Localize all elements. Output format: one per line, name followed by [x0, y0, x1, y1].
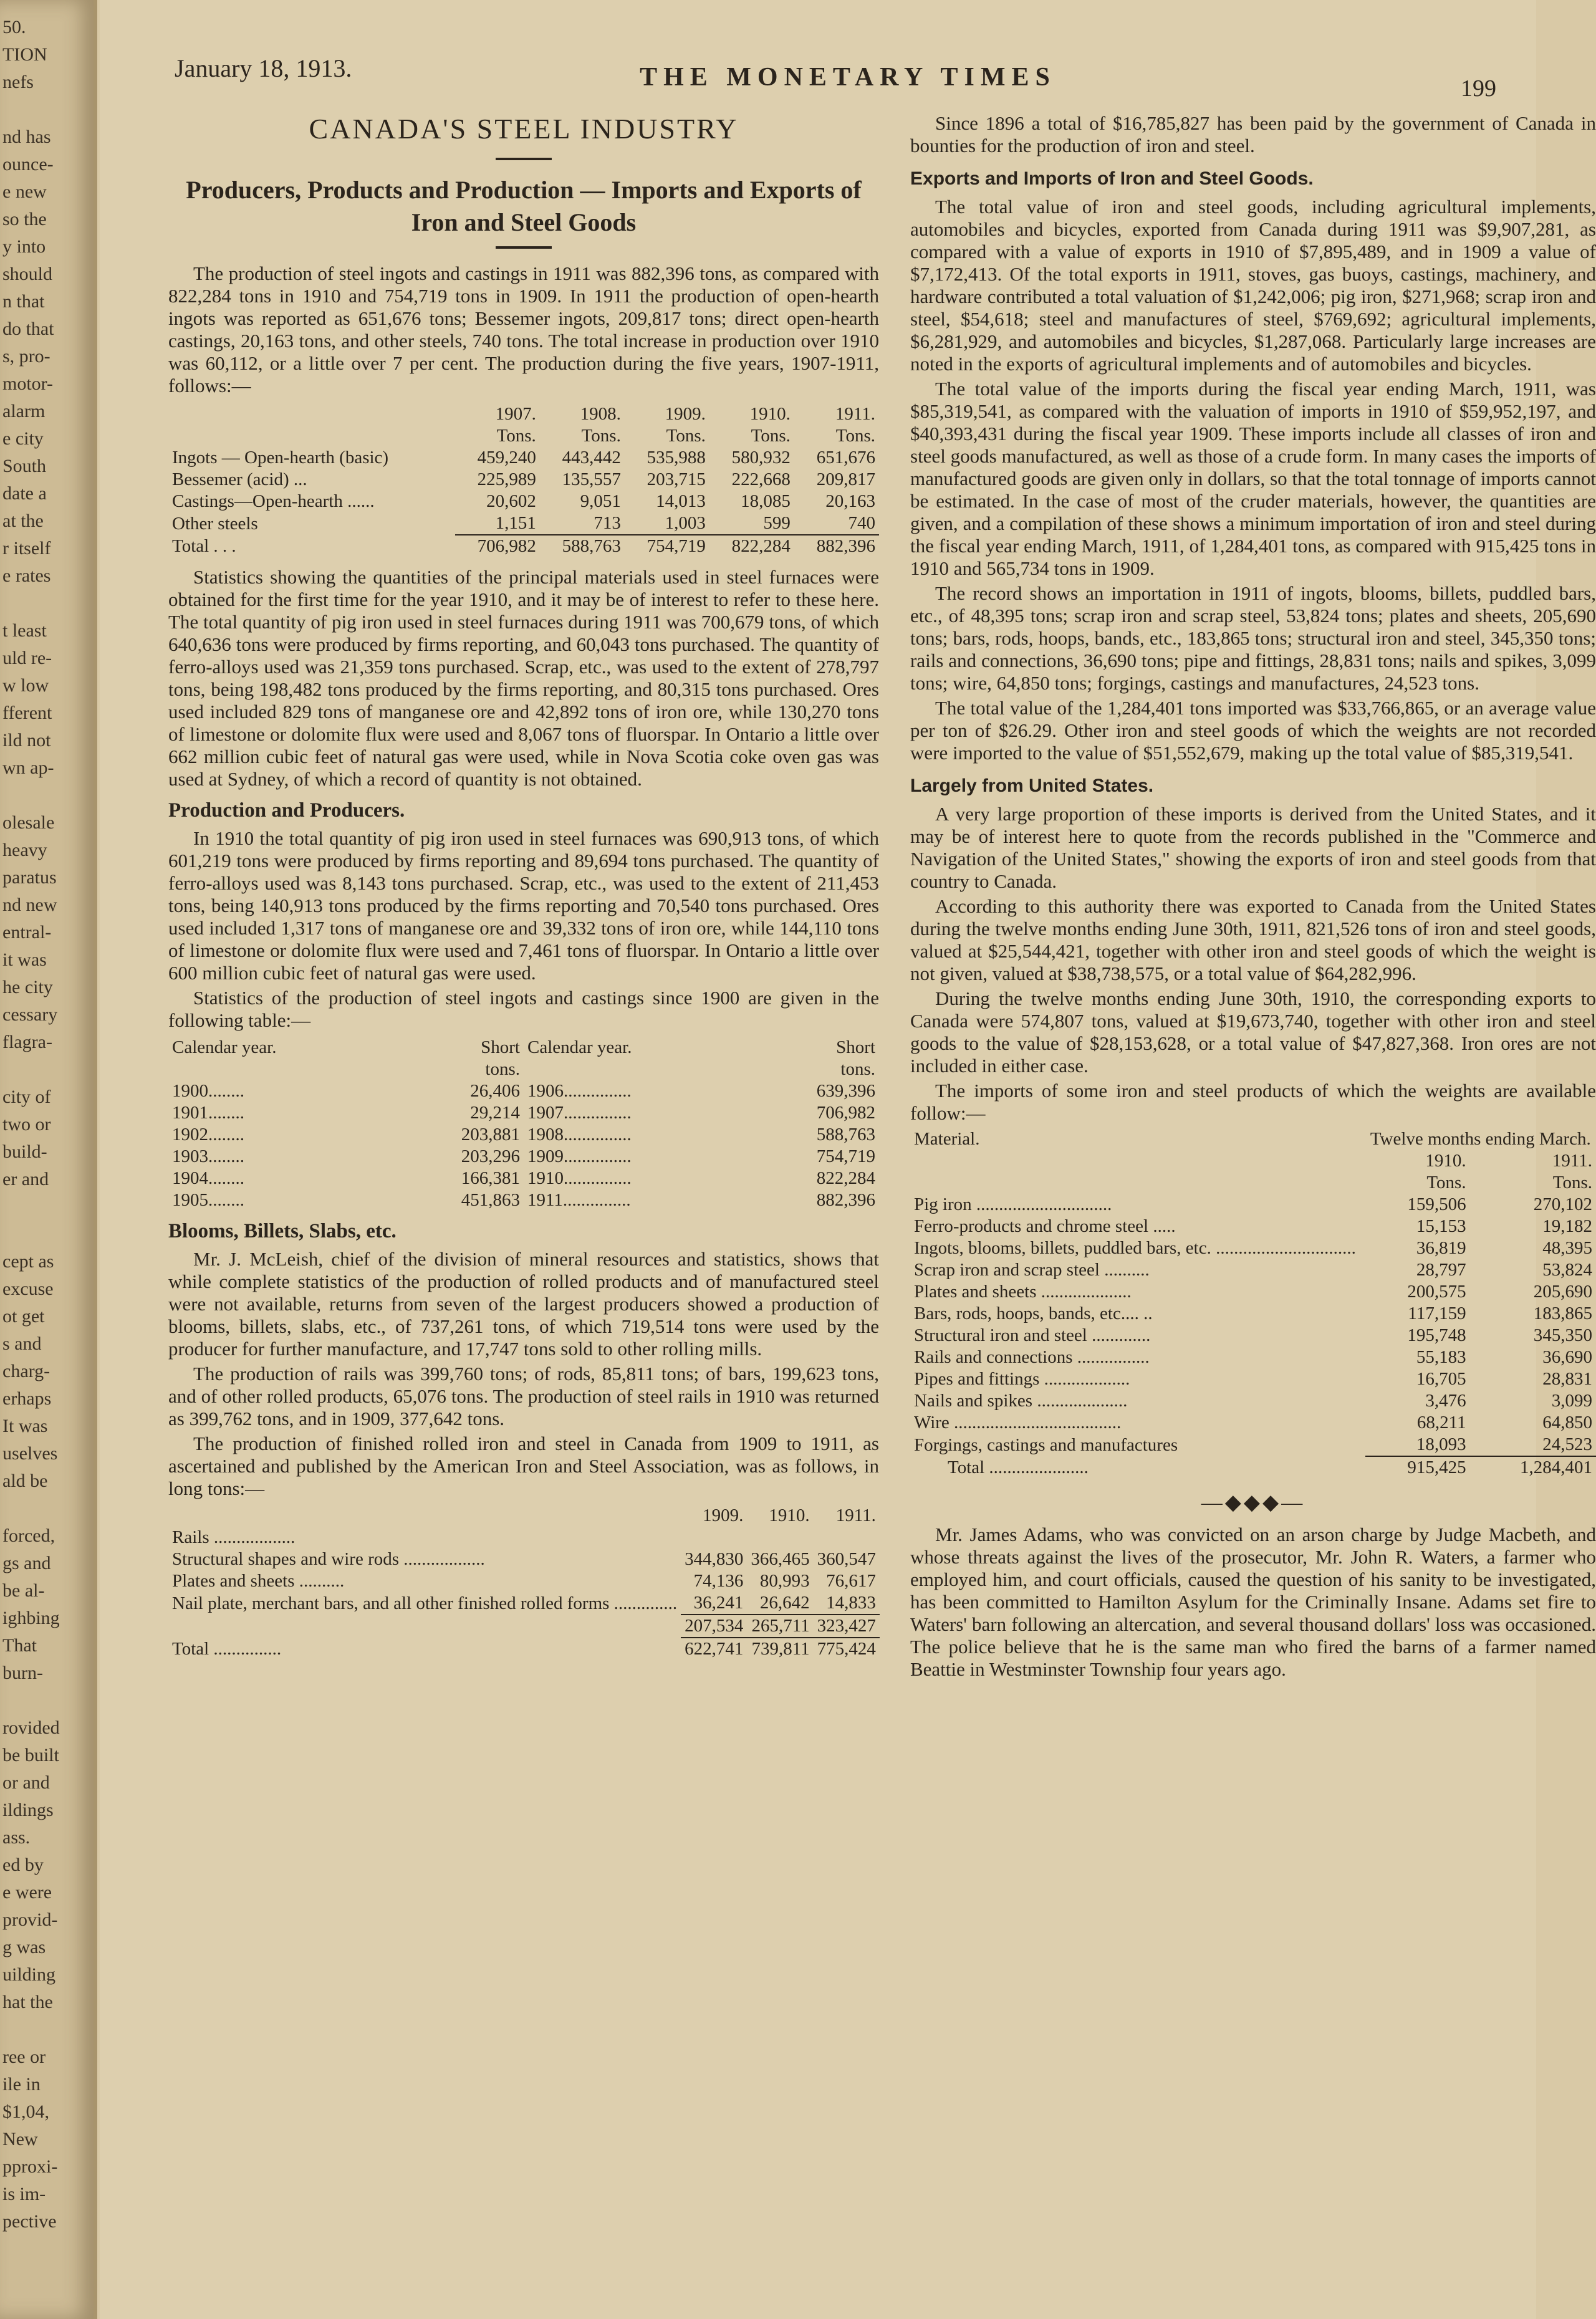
- facing-page-fragment: be built: [2, 1745, 59, 1765]
- facing-page-fragment: charg-: [2, 1361, 50, 1381]
- facing-page-fragment: ot get: [2, 1306, 45, 1327]
- facing-page-fragment: s and: [2, 1333, 42, 1354]
- unit-header: Tons.: [666, 426, 706, 446]
- facing-page-fragment: 50.: [2, 17, 26, 37]
- unit-header: Tons.: [751, 426, 791, 446]
- facing-page-fragment: it was: [2, 949, 47, 970]
- facing-page-fragment: cept as: [2, 1251, 54, 1272]
- facing-page-fragment: uld re-: [2, 648, 52, 668]
- section-heading: Production and Producers.: [168, 799, 405, 822]
- table-row: Castings—Open-hearth ...... 20,602 9,051 14,013 18,085 20,163: [172, 491, 875, 511]
- facing-page-fragment: motor-: [2, 373, 54, 394]
- facing-page-fragment: That: [2, 1635, 37, 1656]
- facing-page-fragment: [2, 1192, 90, 1222]
- table-row: Other steels 1,151 713 1,003 599 740: [172, 513, 875, 534]
- total-row: Total ............... 622,741 739,811 775,424: [168, 1638, 880, 1660]
- facing-page-fragment: entral-: [2, 922, 52, 943]
- production-table: [168, 403, 879, 557]
- table-row: Bars, rods, hoops, bands, etc.... .. 117,159 183,865: [914, 1304, 1592, 1323]
- facing-page-fragment: ounce-: [2, 154, 54, 175]
- year-header: 1911.: [835, 404, 875, 424]
- paragraph: The total value of iron and steel goods, including agricultural implements, automobiles and bicycles, exported from Canada during 1911 was $9,907,281, as compared with a value of exports in 1910 of $7,895,489, and in 1909 a value of $7,172,413. Of the total exports in 1911, stoves, gas buoys, castings, machinery, and hardware contributed a total valuation of $1,242,006; pig iron, $271,968; scrap iron and steel, $54,618; steel and manufactures of steel, $769,692; agricultural implements, $6,281,929, and automobiles and bicycles, $1,287,068. Particularly large increases are noted in the exports of agricultural implements and of automobiles and bicycles.: [910, 196, 1596, 375]
- section-heading: Largely from United States.: [910, 775, 1154, 796]
- facing-page-fragment: TION: [2, 44, 47, 65]
- facing-page-fragment: wn ap-: [2, 757, 54, 778]
- facing-page-fragment: It was: [2, 1416, 48, 1436]
- facing-page-fragment: burn-: [2, 1663, 43, 1683]
- table-row: Nail plate, merchant bars, and all other finished rolled forms .............. 36,241 26,642 14,833: [172, 1593, 876, 1613]
- table-row: Scrap iron and scrap steel .......... 28,797 53,824: [914, 1260, 1592, 1280]
- table-row: Structural iron and steel ............. 195,748 345,350: [914, 1325, 1592, 1345]
- rolled-products-table: 1909. 1910. 1911. Rails .................. Structural shapes and wire rods .................. 344,830 366,465 360,547 Plates and sheets .......... 74,136 80,993 76,617 Nail plate, merchant bars, and all other finished rolled forms .............. 36,241 26,642 14,833 207,534 265,711 323,427 Total ............... 622,741 739,811 775,424: [168, 1505, 880, 1660]
- facing-page-fragment: South: [2, 456, 47, 476]
- section-heading: Blooms, Billets, Slabs, etc.: [168, 1220, 397, 1242]
- table-row: Pipes and fittings ................... 16,705 28,831: [914, 1369, 1592, 1389]
- facing-page-fragment: heavy: [2, 840, 47, 860]
- section-ornament: —◆◆◆—: [1201, 1491, 1305, 1514]
- facing-page-fragment: New: [2, 2129, 38, 2149]
- facing-page-fragment: fferent: [2, 703, 52, 723]
- subtotal-row: 207,534 265,711 323,427: [168, 1615, 880, 1638]
- facing-page-fragment: nefs: [2, 72, 34, 92]
- total-row: Total ...................... 915,425 1,284,401: [910, 1456, 1596, 1479]
- paragraph: The total value of the imports during the fiscal year ending March, 1911, was $85,319,541, as compared with the valuation of imports in 1910 of $59,952,197, and $40,393,431 during the fiscal year 1909. These imports include all classes of iron and steel goods manufactured, as well as those of a crude form. In many cases the imports of manufactured goods are given only in dollars, so that the total tonnage of imports cannot be estimated. In the case of most of the cruder materials, however, the quantities are given, and a compilation of these shows a minimum importation of iron and steel during the fiscal year ending March, 1911, of 1,284,401 tons, as compared with 915,425 tons in 1910 and 565,734 tons in 1909.: [910, 378, 1596, 579]
- facing-page-fragment: r itself: [2, 538, 51, 559]
- table-row: 1905........ 451,863 1911............... 882,396: [172, 1190, 875, 1210]
- facing-page-fragment: erhaps: [2, 1388, 52, 1409]
- facing-page-strip: [0, 0, 97, 2319]
- imports-table: Material. Twelve months ending March. 1910. 1911. Tons. Tons. Pig iron .............................. 159,506 270,102 Ferro-products and chrome steel ..... 15,153 19,182 Ingots, blooms, billets, puddled bars, etc. ............................... 36,819 48,395 Scrap iron and scrap steel .......... 28,797 53,824 Plates and sheets .................... 200,575 205,690 Bars, rods, hoops, bands, etc.... .. 117,159 183,865 Structural iron and steel ............. 195,748 345,350 Rails and connections ................ 55,183 36,690 Pipes and fittings ................... 16,705 28,831 Nails and spikes .................... 3,476 3,099 Wire ..................................... 68,211 64,850 Forgings, castings and manufactures 18,093 24,523 Total ...................... 915,425 1,284,401: [910, 1128, 1596, 1479]
- year-header: 1908.: [580, 404, 621, 424]
- page-header: [175, 44, 1521, 100]
- facing-page-fragment: forced,: [2, 1525, 55, 1546]
- facing-page-fragment: [2, 1219, 90, 1249]
- facing-page-fragment: nd has: [2, 127, 51, 147]
- facing-page-fragment: excuse: [2, 1279, 54, 1299]
- facing-page-fragment: n that: [2, 291, 45, 312]
- table-row: Ferro-products and chrome steel ..... 15,153 19,182: [914, 1216, 1592, 1236]
- facing-page-fragment: two or: [2, 1114, 51, 1135]
- facing-page-fragment: is im-: [2, 2184, 46, 2204]
- table-row: Pig iron .............................. 159,506 270,102: [914, 1194, 1592, 1214]
- page-number: 199: [1461, 75, 1496, 102]
- table-row: 1903........ 203,296 1909............... 754,719: [172, 1146, 875, 1166]
- paragraph: The total value of the 1,284,401 tons imported was $33,766,865, or an average value per ton of $26.29. Other iron and steel goods of which the weights are not recorded were imported to the value of $51,552,679, making up the total value of $85,319,541.: [910, 697, 1596, 764]
- facing-page-fragment: nd new: [2, 895, 57, 915]
- paragraph: Since 1896 a total of $16,785,827 has been paid by the government of Canada in bounties for the production of iron and steel.: [910, 112, 1596, 156]
- facing-page-fragment: ighbing: [2, 1608, 60, 1628]
- paragraph: In 1910 the total quantity of pig iron used in steel furnaces was 690,913 tons, of which 601,219 tons were produced by firms reporting and 89,694 tons purchased. The quantity of ferro-alloys used was 8,143 tons purchased. Scrap, etc., was used to the extent of 211,453 tons, being 140,913 tons produced by the firms reporting and 70,540 tons purchased. Ores used included 1,317 tons of manganese ore and 39,332 tons of iron ore, while 144,110 tons of limestone or dolomite flux were used and 7,461 tons of fluorspar. In Ontario a little over 600 million cubic feet of natural gas were used.: [168, 827, 879, 984]
- paragraph: The production of finished rolled iron and steel in Canada from 1909 to 1911, as ascertained and published by the American Iron and Steel Association, was as follows, in long tons:—: [168, 1433, 879, 1499]
- facing-page-fragment: [2, 2015, 90, 2045]
- paragraph: The imports of some iron and steel products of which the weights are available follow:—: [910, 1080, 1596, 1124]
- unit-header: Tons.: [835, 426, 875, 446]
- section-heading: Exports and Imports of Iron and Steel Goods.: [910, 168, 1314, 189]
- paragraph: A very large proportion of these imports is derived from the United States, and it may be of interest here to quote from the records published in the "Commerce and Navigation of the United States," showing the exports of iron and steel goods from that country to Canada.: [910, 803, 1596, 892]
- table-row: Rails ..................: [172, 1527, 296, 1547]
- facing-page-fragment: uselves: [2, 1443, 58, 1464]
- facing-page-fragment: gs and: [2, 1553, 51, 1573]
- table-row: Wire ..................................... 68,211 64,850: [914, 1413, 1592, 1433]
- facing-page-fragment: ald be: [2, 1471, 48, 1491]
- left-column: [168, 112, 879, 2257]
- facing-page-fragment: rovided: [2, 1717, 60, 1738]
- title-rule: [496, 158, 552, 160]
- paragraph: The record shows an importation in 1911 of ingots, blooms, billets, puddled bars, etc., of 48,395 tons; scrap iron and scrap steel, 53,824 tons; plates and sheets, 205,690 tons; bars, rods, hoops, bands, etc., 183,865 tons; structural iron and steel, 345,350 tons; rails and connections, 36,690 tons; pipe and fittings, 28,831 tons; nails and spikes, 3,099 tons; wire, 64,850 tons; forgings, castings and manufactures, 24,523 tons.: [910, 582, 1596, 694]
- paragraph: Statistics showing the quantities of the principal materials used in steel furnaces were obtained for the first time for the year 1910, and it may be of interest to refer to these here. The total quantity of pig iron used in steel furnaces during 1911 was 700,679 tons, of which 640,636 tons were produced by firms reporting, and 60,043 tons purchased. The quantity of ferro-alloys used was 21,359 tons purchased. Scrap, etc., was used to the extent of 278,797 tons, being 198,482 tons produced by the firms reporting, and 80,315 tons purchased. Ores used included 829 tons of manganese ore and 42,892 tons of iron ore, while 130,270 tons of limestone or dolomite flux were used and 8,067 tons of fluorspar. In Ontario a little over 662 million cubic feet of natural gas were used, while in Nova Scotia coke oven gas was used at Sydney, of which a record of quantity is not obtained.: [168, 566, 879, 790]
- facing-page-fragment: ed by: [2, 1855, 44, 1875]
- facing-page-fragment: hat the: [2, 1992, 53, 2012]
- total-row: Total . . . 706,982 588,763 754,719 822,284 882,396: [168, 535, 879, 557]
- subtitle-rule: [496, 246, 552, 249]
- facing-page-fragment: e new: [2, 181, 47, 202]
- table-row: 1901........ 29,214 1907............... 706,982: [172, 1103, 875, 1123]
- facing-page-fragment: [2, 95, 90, 125]
- facing-page-fragment: date a: [2, 483, 47, 504]
- table-row: Ingots, blooms, billets, puddled bars, etc. ............................... 36,819 48,395: [914, 1238, 1592, 1258]
- facing-page-fragment: at the: [2, 511, 44, 531]
- facing-page-fragment: e city: [2, 428, 44, 449]
- facing-page-fragment: city of: [2, 1087, 51, 1107]
- paragraph: Mr. J. McLeish, chief of the division of mineral resources and statistics, shows that while complete statistics of the production of rolled products and of manufactured steel were not available, returns from seven of the largest producers showed a production of blooms, billets, slabs, etc., of 737,261 tons, of which 719,514 tons were used by the producer for further manufacture, and 17,747 tons sold to other rolling mills.: [168, 1248, 879, 1360]
- newspaper-page: [100, 0, 1596, 2319]
- paragraph: According to this authority there was exported to Canada from the United States during the twelve months ending June 30th, 1911, 821,526 tons of iron and steel goods, valued at $25,544,421, together with other iron and steel goods of which the weight is not given, valued at $38,738,575, or a total value of $64,282,996.: [910, 895, 1596, 984]
- unit-header: Tons.: [496, 426, 536, 446]
- table-row: Ingots — Open-hearth (basic) 459,240 443,442 535,988 580,932 651,676: [172, 448, 875, 468]
- table-row: Plates and sheets .......... 74,136 80,993 76,617: [172, 1571, 876, 1591]
- facing-page-fragment: ass.: [2, 1827, 31, 1848]
- unit-header: Tons.: [581, 426, 621, 446]
- facing-page-fragment: do that: [2, 319, 54, 339]
- year-header: 1907.: [495, 404, 536, 424]
- facing-page-fragment: pective: [2, 2211, 57, 2232]
- facing-page-fragment: build-: [2, 1141, 47, 1162]
- year-header: 1909.: [665, 404, 706, 424]
- facing-page-fragment: [2, 1686, 90, 1716]
- facing-page-fragment: [2, 1494, 90, 1524]
- year-header: 1910.: [749, 404, 791, 424]
- facing-page-fragment: [2, 1055, 90, 1085]
- table-row: Plates and sheets .................... 200,575 205,690: [914, 1282, 1592, 1302]
- facing-page-fragment: provid-: [2, 1909, 58, 1930]
- facing-page-fragment: cessary: [2, 1004, 58, 1025]
- calendar-year-table: Calendar year. Short Calendar year. Short tons. tons. 1900........ 26,406 1906............... 639,396 1901........ 29,214 1907............... 706,982 1902........ 203,881 1908............... 588,763 1903........ 203,296 1909............... 754,719 1904........ 166,381 1910............... 822,284 1905........ 451,863 1911............... 882,396: [168, 1037, 879, 1211]
- facing-page-fragment: uilding: [2, 1964, 56, 1985]
- right-column: [910, 112, 1596, 2257]
- facing-page-fragment: so the: [2, 209, 47, 229]
- publication-title: THE MONETARY TIMES: [640, 63, 1056, 92]
- article-title: CANADA'S STEEL INDUSTRY: [309, 113, 739, 145]
- facing-page-fragment: ild not: [2, 730, 51, 751]
- facing-page-fragment: pproxi-: [2, 2156, 58, 2177]
- facing-page-fragment: [2, 588, 90, 618]
- facing-page-fragment: paratus: [2, 867, 57, 888]
- table-row: 1900........ 26,406 1906............... 639,396: [172, 1081, 875, 1101]
- facing-page-fragment: he city: [2, 977, 53, 997]
- table-row: Bessemer (acid) ... 225,989 135,557 203,715 222,668 209,817: [172, 469, 875, 489]
- table-row: 1902........ 203,881 1908............... 588,763: [172, 1125, 875, 1145]
- paragraph: During the twelve months ending June 30th, 1910, the corresponding exports to Canada were 574,807 tons, valued at $19,673,740, together with other iron and steel goods to the value of $28,153,628, or a total value of $47,827,368. Iron ores are not included in either case.: [910, 987, 1596, 1077]
- facing-page-fragment: alarm: [2, 401, 46, 421]
- table-row: Forgings, castings and manufactures 18,093 24,523: [914, 1434, 1592, 1455]
- table-row: Structural shapes and wire rods .................. 344,830 366,465 360,547: [172, 1549, 876, 1569]
- facing-page-fragment: $1,04,: [2, 2101, 49, 2122]
- facing-page-fragment: flagra-: [2, 1032, 52, 1052]
- table-row: Nails and spikes .................... 3,476 3,099: [914, 1391, 1592, 1411]
- facing-page-fragment: or and: [2, 1772, 50, 1793]
- facing-page-fragment: er and: [2, 1169, 49, 1189]
- paragraph: Statistics of the production of steel ingots and castings since 1900 are given in the following table:—: [168, 987, 879, 1031]
- facing-page-fragment: t least: [2, 620, 47, 641]
- facing-page-fragment: olesale: [2, 812, 55, 833]
- facing-page-fragment: be al-: [2, 1580, 45, 1601]
- facing-page-fragment: ree or: [2, 2047, 46, 2067]
- facing-page-fragment: [2, 780, 90, 810]
- facing-page-fragment: should: [2, 264, 53, 284]
- paragraph: The production of rails was 399,760 tons; of rods, 85,811 tons; of bars, 199,623 tons, and of other rolled products, 65,076 tons. The production of steel rails in 1910 was returned as 399,762 tons, and in 1909, 377,642 tons.: [168, 1363, 879, 1429]
- facing-page-fragment: e were: [2, 1882, 52, 1903]
- paragraph: Mr. James Adams, who was convicted on an arson charge by Judge Macbeth, and whose threats against the lives of the prosecutor, Mr. John R. Waters, a farmer who employed him, and court officials, caused the question of his sanity to be investigated, has been committed to Hamilton Asylum for the Criminally Insane. Adams set fire to Waters' barn following an altercation, and several thousand dollars' loss was occasioned. The police believe that he is the same man who fired the barns of a farmer named Beattie in Westminster Township four years ago.: [910, 1524, 1596, 1680]
- facing-page-fragment: e rates: [2, 565, 51, 586]
- table-row: Rails and connections ................ 55,183 36,690: [914, 1347, 1592, 1367]
- facing-page-fragment: w low: [2, 675, 49, 696]
- facing-page-fragment: ildings: [2, 1800, 54, 1820]
- facing-page-fragment: g was: [2, 1937, 46, 1957]
- facing-page-fragment: s, pro-: [2, 346, 50, 367]
- facing-page-fragment: ile in: [2, 2074, 41, 2095]
- issue-date: January 18, 1913.: [175, 54, 352, 82]
- facing-page-fragment: y into: [2, 236, 46, 257]
- table-row: 1904........ 166,381 1910............... 822,284: [172, 1168, 875, 1188]
- paragraph: The production of steel ingots and castings in 1911 was 882,396 tons, as compared with 822,284 tons in 1910 and 754,719 tons in 1909. In 1911 the production of open-hearth ingots was reported as 651,676 tons; Bessemer ingots, 209,817 tons; direct open-hearth castings, 20,163 tons, and other steels, 740 tons. The total increase in production over 1910 was 60,112, or a little over 7 per cent. The production during the five years, 1907-1911, follows:—: [168, 262, 879, 396]
- article-subtitle: Producers, Products and Production — Imports and Exports of Iron and Steel Goods: [186, 176, 862, 236]
